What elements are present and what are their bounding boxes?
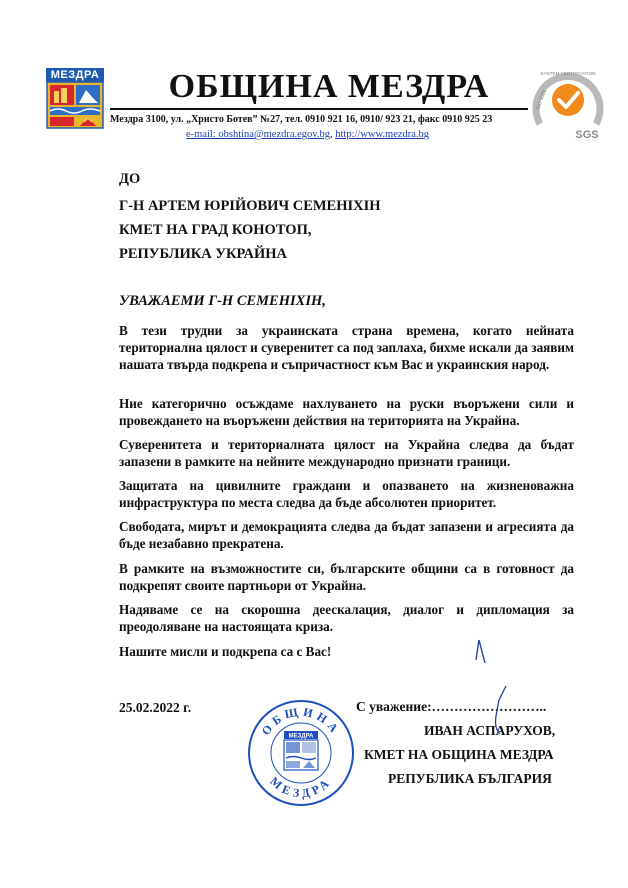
website-link[interactable]: http://www.mezdra.bg: [335, 129, 430, 140]
paragraph-text: В тези трудни за украинската страна времена, когато нейната териториална цялост и суверенитет са под заплаха, бихме искали да заявим нашата твърда подкрепа и съпричастност към Вас и украинския народ.: [119, 323, 574, 372]
stamp-inner-label: МЕЗДРА: [288, 733, 314, 740]
paragraph-5: Свободата, мирът и демокрацията следва да бъдат запазени и агресията да бъде незабавно прекратена.: [119, 519, 574, 551]
address-line: Мездра 3100, ул. „Христо Ботев” №27, тел. 0910 921 16, 0910/ 923 21, факс 0910 925 23: [110, 114, 493, 125]
paragraph-4: Защитата на цивилните граждани и опазването на жизненоважна инфраструктура по места следва да бъде абсолютен приоритет.: [119, 478, 574, 510]
cert-top-text: SYSTEM CERTIFICATION: [540, 71, 596, 76]
contact-separator: ,: [330, 129, 333, 140]
municipality-crest: [46, 68, 104, 130]
recipient-to: ДО: [119, 171, 141, 187]
letter-date: 25.02.2022 г.: [119, 700, 192, 715]
signer-country: РЕПУБЛИКА БЪЛГАРИЯ: [388, 771, 552, 786]
official-stamp-icon: [246, 698, 356, 808]
paragraph-8: Нашите мисли и подкрепа са с Вас!: [119, 644, 332, 659]
paragraph-1: [119, 322, 574, 373]
signer-name: ИВАН АСПАРУХОВ,: [424, 723, 556, 738]
page-title: ОБЩИНА МЕЗДРА: [168, 68, 490, 105]
cert-side-text: ISO 9001: [535, 88, 549, 111]
paragraph-6: В рамките на възможностите си, българските общини са в готовност да подкрепят своите партньори от Украйна.: [119, 561, 574, 593]
paragraph-3: Суверенитета и териториалната цялост на Украйна следва да бъдат запазени в рамките на нейните международно признати граници.: [119, 437, 574, 469]
contact-line: [186, 128, 429, 141]
regards-line: С уважение:……………………..: [356, 699, 547, 714]
email-link[interactable]: e-mail: obshtina@mezdra.egov.bg: [186, 129, 330, 140]
recipient-name: Г-Н АРТЕМ ЮРІЙОВИЧ СЕМЕНІХІН: [119, 198, 381, 214]
stamp-top-text: ОБЩИНА: [258, 704, 344, 738]
paragraph-7: Надяваме се на скорошна деескалация, диалог и дипломация за преодоляване на настоящата криза.: [119, 602, 574, 634]
crest-label: МЕЗДРА: [46, 68, 104, 82]
cert-brand: SGS: [575, 129, 599, 141]
paragraph-2: Ние категорично осъждаме нахлуването на руски въоръжени сили и провеждането на въоръжени действия на територията на Украйна.: [119, 396, 574, 428]
iso-certification-badge-icon: [530, 66, 606, 142]
crest-shield-icon: [46, 82, 104, 130]
recipient-country: РЕПУБЛИКА УКРАЙНА: [119, 246, 288, 262]
salutation: УВАЖАЕМИ Г-Н СЕМЕНІХІН,: [119, 293, 326, 309]
stamp-bottom-text: МЕЗДРА: [267, 773, 335, 801]
header-divider: [110, 108, 528, 110]
recipient-position: КМЕТ НА ГРАД КОНОТОП,: [119, 222, 312, 238]
svg-text:МЕЗДРА: [267, 774, 334, 801]
signer-title: КМЕТ НА ОБЩИНА МЕЗДРА: [364, 747, 554, 762]
